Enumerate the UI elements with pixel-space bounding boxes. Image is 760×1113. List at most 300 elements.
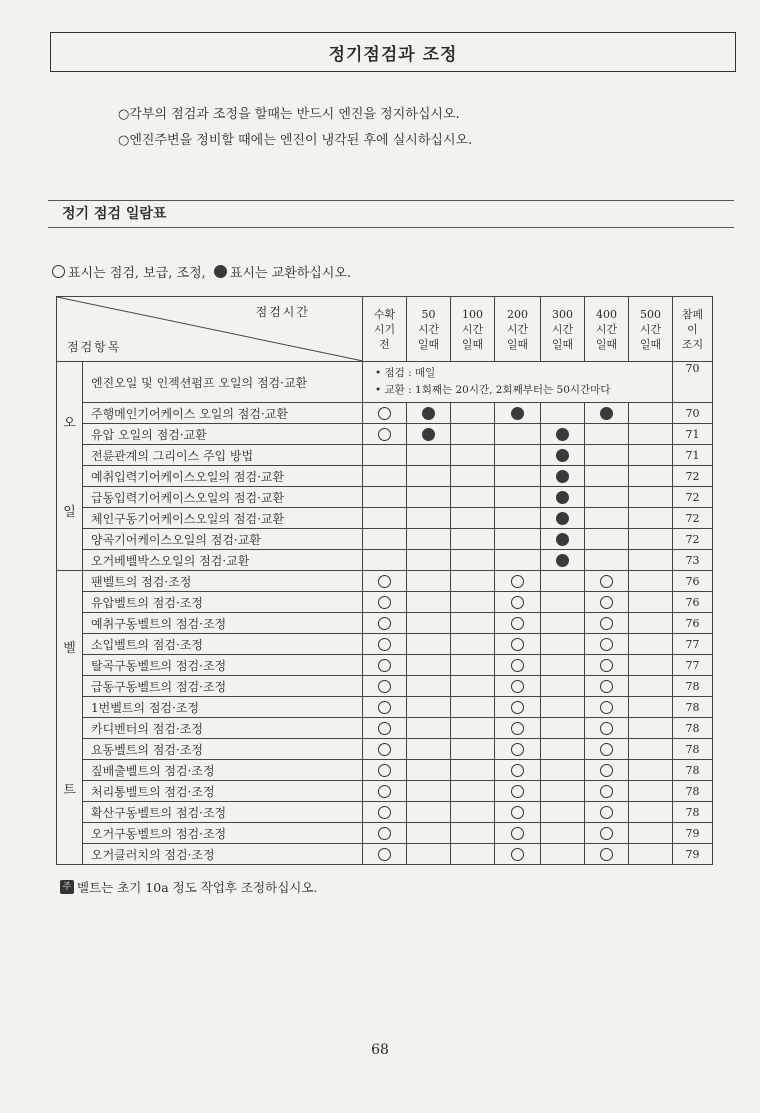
schedule-cell: [451, 781, 495, 802]
category-char: 트: [63, 783, 76, 798]
schedule-cell: [451, 613, 495, 634]
reference-page: 70: [673, 362, 713, 403]
schedule-cell: [585, 550, 629, 571]
schedule-cell: [451, 802, 495, 823]
item-cell: 짚배출벨트의 점검·조정: [83, 760, 363, 781]
schedule-cell: [541, 592, 585, 613]
schedule-cell: [407, 508, 451, 529]
reference-page: 78: [673, 802, 713, 823]
table-row: [57, 844, 713, 865]
filled-circle-icon: [556, 491, 569, 504]
legend-open-text: 표시는 점검, 보급, 조정,: [68, 266, 206, 281]
column-header-reference: 참페 이 조지: [673, 297, 713, 362]
schedule-cell: [629, 823, 673, 844]
schedule-cell: [541, 613, 585, 634]
schedule-cell: [451, 844, 495, 865]
schedule-cell: [451, 487, 495, 508]
schedule-cell: [541, 634, 585, 655]
schedule-cell: [407, 529, 451, 550]
schedule-cell: [629, 424, 673, 445]
schedule-cell: [585, 739, 629, 760]
reference-page: 72: [673, 487, 713, 508]
filled-circle-icon: [422, 407, 435, 420]
table-row: [57, 550, 713, 571]
schedule-cell: [541, 844, 585, 865]
reference-page: 77: [673, 655, 713, 676]
schedule-cell: [495, 445, 541, 466]
schedule-cell: [363, 823, 407, 844]
open-circle-icon: [511, 806, 524, 819]
open-circle-icon: [600, 806, 613, 819]
open-circle-icon: [378, 848, 391, 861]
footnote: [60, 878, 317, 896]
reference-page: 76: [673, 571, 713, 592]
table-row: [57, 739, 713, 760]
section-title: 정기 점검 일람표: [48, 200, 734, 228]
schedule-cell: [451, 676, 495, 697]
open-circle-icon: [378, 764, 391, 777]
open-circle-icon: [511, 785, 524, 798]
column-header: 50 시간 일때: [407, 297, 451, 362]
schedule-cell: [629, 487, 673, 508]
schedule-cell: [407, 550, 451, 571]
schedule-cell: [541, 466, 585, 487]
schedule-cell: [363, 655, 407, 676]
schedule-cell: [363, 676, 407, 697]
schedule-cell: [541, 697, 585, 718]
open-circle-icon: [600, 722, 613, 735]
schedule-cell: [363, 529, 407, 550]
schedule-cell: [407, 760, 451, 781]
table-row: [57, 781, 713, 802]
column-header: 500 시간 일때: [629, 297, 673, 362]
open-circle-icon: [511, 764, 524, 777]
schedule-cell: [451, 508, 495, 529]
item-cell: 엔진오일 및 인젝션펌프 오일의 점검·교환: [83, 362, 363, 403]
item-cell: 탈곡구동벨트의 점검·조정: [83, 655, 363, 676]
schedule-cell: [407, 781, 451, 802]
schedule-cell: [495, 802, 541, 823]
schedule-cell: [407, 823, 451, 844]
schedule-cell: [407, 697, 451, 718]
schedule-cell: [495, 739, 541, 760]
open-circle-icon: [600, 701, 613, 714]
schedule-cell: [363, 844, 407, 865]
item-cell: 1번벨트의 점검·조정: [83, 697, 363, 718]
open-circle-icon: [378, 617, 391, 630]
schedule-cell: [495, 676, 541, 697]
table-row: [57, 760, 713, 781]
schedule-cell: [495, 697, 541, 718]
table-row: [57, 445, 713, 466]
schedule-cell: [629, 403, 673, 424]
item-cell: 처리통벨트의 점검·조정: [83, 781, 363, 802]
schedule-cell: [541, 760, 585, 781]
open-circle-icon: [600, 743, 613, 756]
schedule-cell: [407, 802, 451, 823]
reference-page: 72: [673, 529, 713, 550]
schedule-cell: [585, 802, 629, 823]
open-circle-icon: [511, 848, 524, 861]
table-row: [57, 529, 713, 550]
filled-circle-icon: [511, 407, 524, 420]
open-circle-icon: [52, 265, 65, 278]
open-circle-icon: [600, 848, 613, 861]
schedule-cell: [363, 424, 407, 445]
reference-page: 77: [673, 634, 713, 655]
schedule-cell: [585, 592, 629, 613]
open-circle-icon: [511, 575, 524, 588]
reference-page: 72: [673, 466, 713, 487]
schedule-cell: [585, 529, 629, 550]
schedule-cell: [541, 529, 585, 550]
schedule-cell: [363, 403, 407, 424]
item-cell: 급동입력기어케이스오일의 점검·교환: [83, 487, 363, 508]
open-circle-icon: [511, 701, 524, 714]
schedule-cell: [363, 613, 407, 634]
filled-circle-icon: [556, 533, 569, 546]
item-cell: 오거구동벨트의 점검·조정: [83, 823, 363, 844]
filled-circle-icon: [556, 554, 569, 567]
table-row: [57, 634, 713, 655]
table-row: [57, 487, 713, 508]
schedule-cell: [363, 760, 407, 781]
schedule-cell: [495, 613, 541, 634]
open-circle-icon: [600, 659, 613, 672]
schedule-cell: [407, 424, 451, 445]
open-circle-icon: [378, 596, 391, 609]
schedule-cell: [629, 634, 673, 655]
schedule-cell: [363, 466, 407, 487]
schedule-cell: [363, 718, 407, 739]
schedule-cell: [585, 676, 629, 697]
table-row: [57, 571, 713, 592]
schedule-cell: [629, 529, 673, 550]
open-circle-icon: [378, 701, 391, 714]
table-row: [57, 403, 713, 424]
item-cell: 유압 오일의 점검·교환: [83, 424, 363, 445]
schedule-cell: [407, 844, 451, 865]
open-circle-icon: [511, 638, 524, 651]
schedule-cell: [629, 718, 673, 739]
open-circle-icon: [600, 596, 613, 609]
schedule-cell: [363, 445, 407, 466]
schedule-cell: [451, 739, 495, 760]
schedule-cell: [585, 403, 629, 424]
schedule-cell: [363, 508, 407, 529]
open-circle-icon: [600, 764, 613, 777]
filled-circle-icon: [556, 428, 569, 441]
schedule-cell: [451, 529, 495, 550]
schedule-cell: [585, 613, 629, 634]
schedule-cell: [495, 424, 541, 445]
open-circle-icon: [378, 638, 391, 651]
note-line: ○엔진주변을 정비할 때에는 엔진이 냉각된 후에 실시하십시오.: [118, 133, 473, 148]
item-cell: 오거클러치의 점검·조정: [83, 844, 363, 865]
open-circle-icon: [378, 743, 391, 756]
table-row: [57, 823, 713, 844]
category-char: 오: [63, 415, 76, 431]
schedule-cell: [407, 571, 451, 592]
item-cell: 소입벨트의 점검·조정: [83, 634, 363, 655]
note-badge-icon: 주: [60, 880, 74, 894]
category-char: 벨: [63, 641, 76, 656]
filled-circle-icon: [556, 449, 569, 462]
table-row: [57, 424, 713, 445]
header-row: [57, 297, 713, 362]
schedule-cell: [451, 445, 495, 466]
filled-circle-icon: [422, 428, 435, 441]
schedule-cell: [495, 550, 541, 571]
table-row: [57, 362, 713, 403]
schedule-cell: [407, 487, 451, 508]
open-circle-icon: [378, 659, 391, 672]
item-cell: 양곡기어케이스오일의 점검·교환: [83, 529, 363, 550]
schedule-cell: [451, 823, 495, 844]
schedule-cell: [541, 445, 585, 466]
schedule-cell: [629, 802, 673, 823]
schedule-cell: [629, 508, 673, 529]
schedule-cell: [585, 508, 629, 529]
schedule-cell: [585, 697, 629, 718]
schedule-cell: [629, 550, 673, 571]
schedule-cell: [495, 655, 541, 676]
schedule-cell: [407, 445, 451, 466]
schedule-cell: [363, 550, 407, 571]
filled-circle-icon: [600, 407, 613, 420]
schedule-cell: [629, 466, 673, 487]
open-circle-icon: [378, 806, 391, 819]
schedule-cell: [451, 760, 495, 781]
schedule-cell: [451, 592, 495, 613]
schedule-cell: [407, 655, 451, 676]
schedule-cell: [363, 487, 407, 508]
item-cell: 전륜관계의 그리이스 주입 방법: [83, 445, 363, 466]
reference-page: 78: [673, 718, 713, 739]
column-header: 400 시간 일때: [585, 297, 629, 362]
schedule-cell: [585, 655, 629, 676]
diagonal-header-cell: [57, 297, 363, 362]
schedule-cell: [363, 697, 407, 718]
schedule-cell: [451, 550, 495, 571]
reference-page: 78: [673, 697, 713, 718]
schedule-cell: [585, 571, 629, 592]
schedule-cell: [495, 718, 541, 739]
item-cell: 팬벨트의 점검·조정: [83, 571, 363, 592]
schedule-cell: [407, 634, 451, 655]
schedule-cell: [363, 571, 407, 592]
schedule-cell: [585, 445, 629, 466]
column-header: 200 시간 일때: [495, 297, 541, 362]
open-circle-icon: [600, 575, 613, 588]
filled-circle-icon: [556, 470, 569, 483]
schedule-cell: [541, 508, 585, 529]
open-circle-icon: [600, 827, 613, 840]
schedule-cell: [541, 571, 585, 592]
safety-notes: [118, 102, 472, 154]
table-row: [57, 697, 713, 718]
schedule-cell: [629, 592, 673, 613]
item-cell: 유압벨트의 점검·조정: [83, 592, 363, 613]
schedule-cell: [495, 466, 541, 487]
schedule-cell: [585, 781, 629, 802]
table-row: [57, 802, 713, 823]
table-row: [57, 508, 713, 529]
schedule-cell: [629, 739, 673, 760]
schedule-cell: [629, 613, 673, 634]
footnote-text: 벨트는 초기 10a 정도 작업후 조정하십시오.: [77, 880, 318, 895]
open-circle-icon: [378, 407, 391, 420]
schedule-cell: [495, 403, 541, 424]
schedule-cell: [585, 466, 629, 487]
schedule-cell: [585, 424, 629, 445]
open-circle-icon: [511, 617, 524, 630]
open-circle-icon: [378, 575, 391, 588]
reference-page: 78: [673, 676, 713, 697]
item-cell: 체인구동기어케이스오일의 점검·교환: [83, 508, 363, 529]
schedule-cell: [407, 403, 451, 424]
column-header: 수확 시기 전: [363, 297, 407, 362]
item-cell: 확산구동벨트의 점검·조정: [83, 802, 363, 823]
category-char: 일: [63, 505, 76, 521]
schedule-cell: [541, 802, 585, 823]
schedule-cell: [407, 466, 451, 487]
schedule-cell: [451, 718, 495, 739]
schedule-cell: [585, 760, 629, 781]
item-cell: 주행메인기어케이스 오일의 점검·교환: [83, 403, 363, 424]
schedule-cell: [451, 571, 495, 592]
schedule-cell: [451, 403, 495, 424]
schedule-cell: [495, 571, 541, 592]
schedule-cell: [451, 634, 495, 655]
schedule-cell: [495, 823, 541, 844]
column-header: 300 시간 일때: [541, 297, 585, 362]
schedule-cell: [629, 844, 673, 865]
schedule-cell: [451, 655, 495, 676]
schedule-cell: [451, 466, 495, 487]
diag-bottom-label: 점검항목: [67, 340, 122, 354]
interval-note-cell: [363, 362, 673, 403]
schedule-cell: [541, 424, 585, 445]
schedule-cell: [585, 634, 629, 655]
open-circle-icon: [600, 785, 613, 798]
legend: [52, 262, 351, 281]
inspection-schedule-table: [56, 296, 713, 865]
schedule-cell: [541, 739, 585, 760]
schedule-cell: [495, 508, 541, 529]
schedule-cell: [363, 634, 407, 655]
schedule-cell: [541, 676, 585, 697]
open-circle-icon: [511, 722, 524, 735]
reference-page: 70: [673, 403, 713, 424]
schedule-cell: [541, 550, 585, 571]
table-row: [57, 718, 713, 739]
table-row: [57, 655, 713, 676]
table-row: [57, 613, 713, 634]
item-cell: 요동벨트의 점검·조정: [83, 739, 363, 760]
open-circle-icon: [378, 827, 391, 840]
open-circle-icon: [511, 596, 524, 609]
schedule-cell: [495, 634, 541, 655]
schedule-cell: [541, 781, 585, 802]
open-circle-icon: [378, 722, 391, 735]
schedule-cell: [363, 739, 407, 760]
schedule-cell: [495, 844, 541, 865]
reference-page: 71: [673, 424, 713, 445]
filled-circle-icon: [556, 512, 569, 525]
legend-filled-text: 표시는 교환하십시오.: [229, 266, 352, 281]
reference-page: 79: [673, 844, 713, 865]
schedule-cell: [407, 676, 451, 697]
item-cell: 카디벤터의 점검·조정: [83, 718, 363, 739]
schedule-cell: [629, 697, 673, 718]
reference-page: 76: [673, 592, 713, 613]
schedule-cell: [629, 445, 673, 466]
open-circle-icon: [600, 638, 613, 651]
schedule-cell: [451, 424, 495, 445]
reference-page: 79: [673, 823, 713, 844]
schedule-cell: [407, 739, 451, 760]
schedule-cell: [495, 529, 541, 550]
open-circle-icon: [600, 680, 613, 693]
open-circle-icon: [600, 617, 613, 630]
open-circle-icon: [378, 428, 391, 441]
item-cell: 오거베벨박스오일의 점검·교환: [83, 550, 363, 571]
schedule-cell: [495, 487, 541, 508]
reference-page: 76: [673, 613, 713, 634]
reference-page: 78: [673, 781, 713, 802]
category-cell: [57, 362, 83, 571]
open-circle-icon: [511, 680, 524, 693]
diag-top-label: 점검시간: [255, 305, 310, 319]
schedule-cell: [541, 403, 585, 424]
item-cell: 예취구동벨트의 점검·조정: [83, 613, 363, 634]
open-circle-icon: [378, 680, 391, 693]
column-header: 100 시간 일때: [451, 297, 495, 362]
item-cell: 예취입력기어케이스오일의 점검·교환: [83, 466, 363, 487]
page-title: 정기점검과 조정: [328, 44, 458, 65]
note-line: ○각부의 점검과 조정을 할때는 반드시 엔진을 정지하십시오.: [118, 107, 460, 122]
schedule-cell: [585, 718, 629, 739]
schedule-cell: [363, 592, 407, 613]
interval-note-line: • 교환 : 1회째는 20시간, 2회째부터는 50시간마다: [375, 384, 611, 396]
category-cell: [57, 571, 83, 865]
schedule-cell: [629, 781, 673, 802]
reference-page: 73: [673, 550, 713, 571]
item-cell: 급동구동벨트의 점검·조정: [83, 676, 363, 697]
open-circle-icon: [378, 785, 391, 798]
filled-circle-icon: [214, 265, 227, 278]
open-circle-icon: [511, 659, 524, 672]
interval-note-line: • 점검 : 매일: [375, 367, 436, 379]
table-row: [57, 592, 713, 613]
reference-page: 71: [673, 445, 713, 466]
schedule-cell: [541, 823, 585, 844]
schedule-cell: [451, 697, 495, 718]
schedule-cell: [541, 718, 585, 739]
schedule-cell: [407, 718, 451, 739]
reference-page: 78: [673, 739, 713, 760]
schedule-cell: [363, 802, 407, 823]
open-circle-icon: [511, 827, 524, 840]
schedule-cell: [585, 844, 629, 865]
page-title-box: [50, 32, 736, 72]
reference-page: 72: [673, 508, 713, 529]
schedule-cell: [585, 823, 629, 844]
table-row: [57, 676, 713, 697]
reference-page: 78: [673, 760, 713, 781]
schedule-cell: [629, 760, 673, 781]
